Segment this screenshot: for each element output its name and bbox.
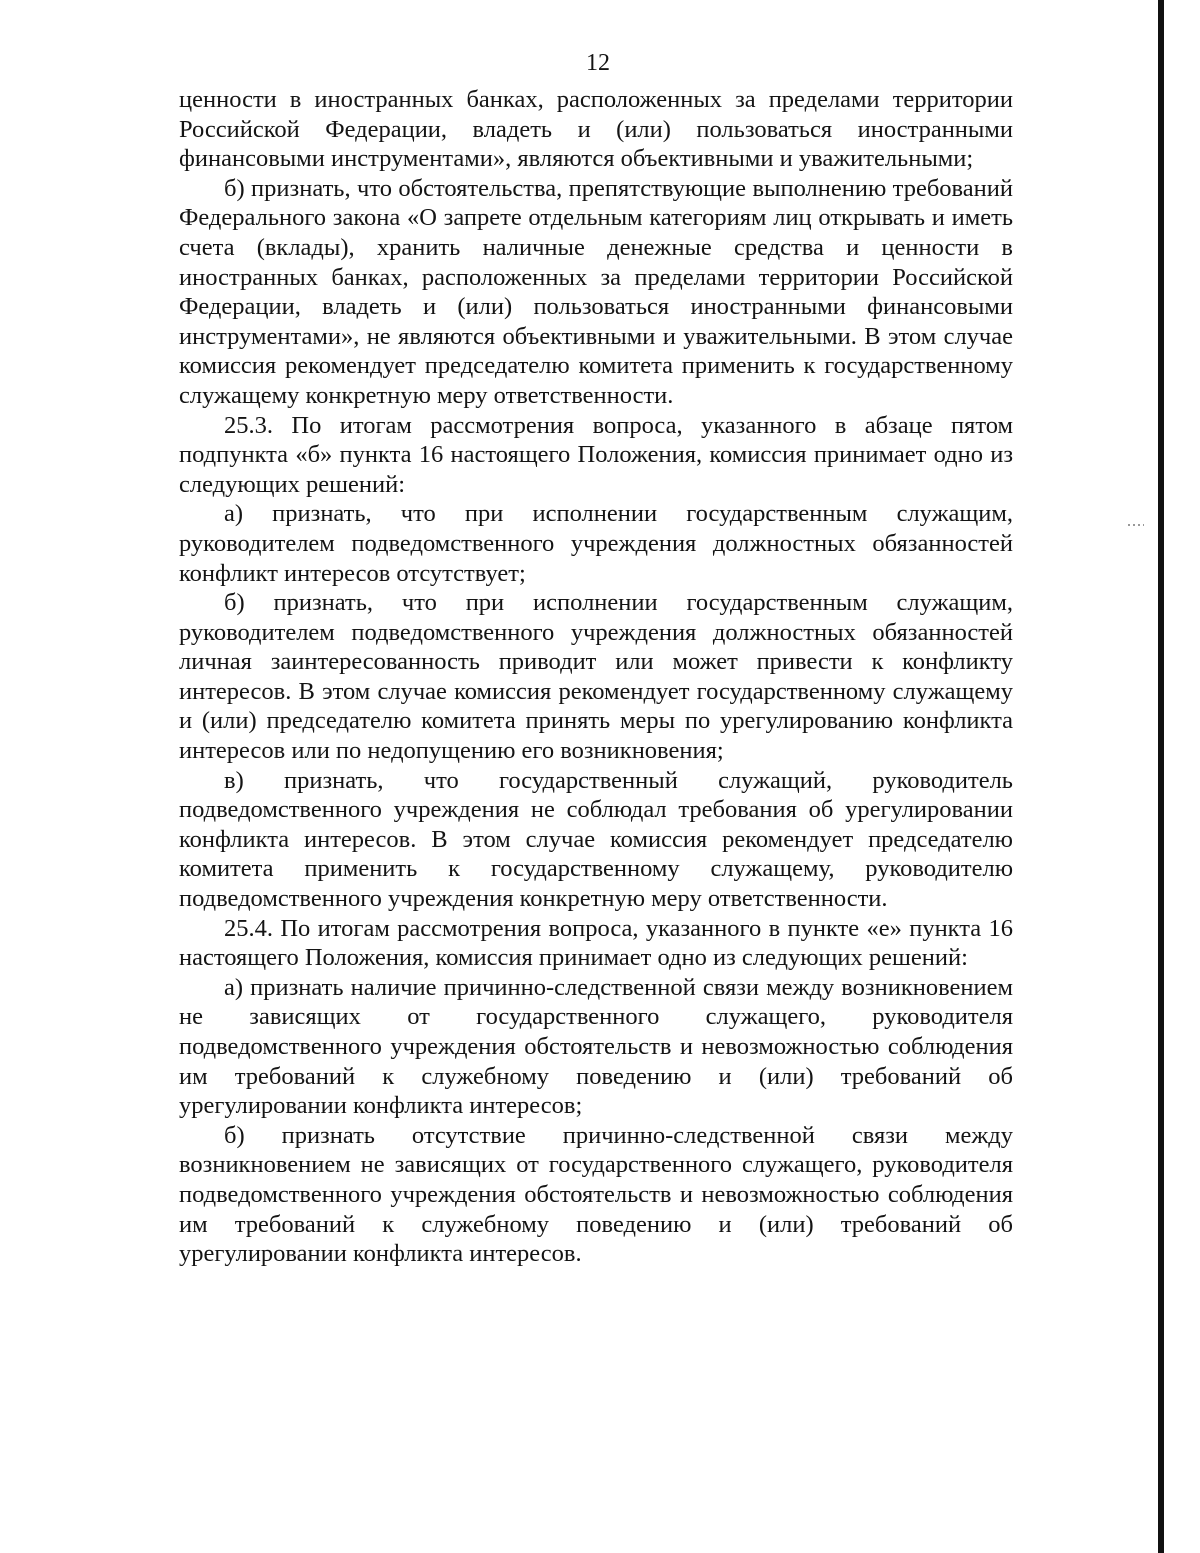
document-body [179,85,1013,1269]
scan-border-edge [1158,0,1164,1553]
paragraph-25-3-item-a: а) признать, что при исполнении государственным служащим, руководителем подведомственного учреждения должностных обязанностей конфликт интересов отсутствует; [179,500,1013,587]
paragraph-section-25-3: 25.3. По итогам рассмотрения вопроса, указанного в абзаце пятом подпункта «б» пункта 16 настоящего Положения, комиссия принимает одно из следующих решений: [179,411,1013,498]
paragraph-item-b: б) признать, что обстоятельства, препятствующие выполнению требований Федерального закона «О запрете отдельным категориям лиц открывать и иметь счета (вклады), хранить наличные денежные средства и ценности в иностранных банках, расположенных за пределами территории Российской Федерации, владеть и (или) пользоваться иностранными финансовыми инструментами», не являются объективными и уважительными. В этом случае комиссия рекомендует председателю комитета применить к государственному служащему конкретную меру ответственности. [179,174,1013,409]
paragraph-section-25-4: 25.4. По итогам рассмотрения вопроса, указанного в пункте «е» пункта 16 настоящего Положения, комиссия принимает одно из следующих решений: [179,914,1013,972]
paragraph-25-3-item-v: в) признать, что государственный служащий, руководитель подведомственного учреждения не соблюдал требования об урегулировании конфликта интересов. В этом случае комиссия рекомендует председателю комитета применить к государственному служащему, руководителю подведомственного учреждения конкретную меру ответственности. [179,766,1013,913]
paragraph-25-4-item-b: б) признать отсутствие причинно-следственной связи между возникновением не зависящих от государственного служащего, руководителя подведомственного учреждения обстоятельств и невозможностью соблюдения им требований к служебному поведению и (или) требований об урегулировании конфликта интересов. [179,1121,1013,1268]
paragraph-25-3-item-b: б) признать, что при исполнении государственным служащим, руководителем подведомственного учреждения должностных обязанностей личная заинтересованность приводит или может привести к конфликту интересов. В этом случае комиссия рекомендует государственному служащему и (или) председателю комитета принять меры по урегулированию конфликта интересов или по недопущению его возникновения; [179,589,1013,765]
scan-speck [1128,524,1144,526]
paragraph-25-4-item-a: а) признать наличие причинно-следственной связи между возникновением не зависящих от государственного служащего, руководителя подведомственного учреждения обстоятельств и невозможностью соблюдения им требований к служебному поведению и (или) требований об урегулировании конфликта интересов; [179,973,1013,1120]
page-number: 12 [586,50,610,76]
paragraph-continued: ценности в иностранных банках, расположенных за пределами территории Российской Федерации, владеть и (или) пользоваться иностранными финансовыми инструментами», являются объективными и уважительными; [179,86,1013,173]
